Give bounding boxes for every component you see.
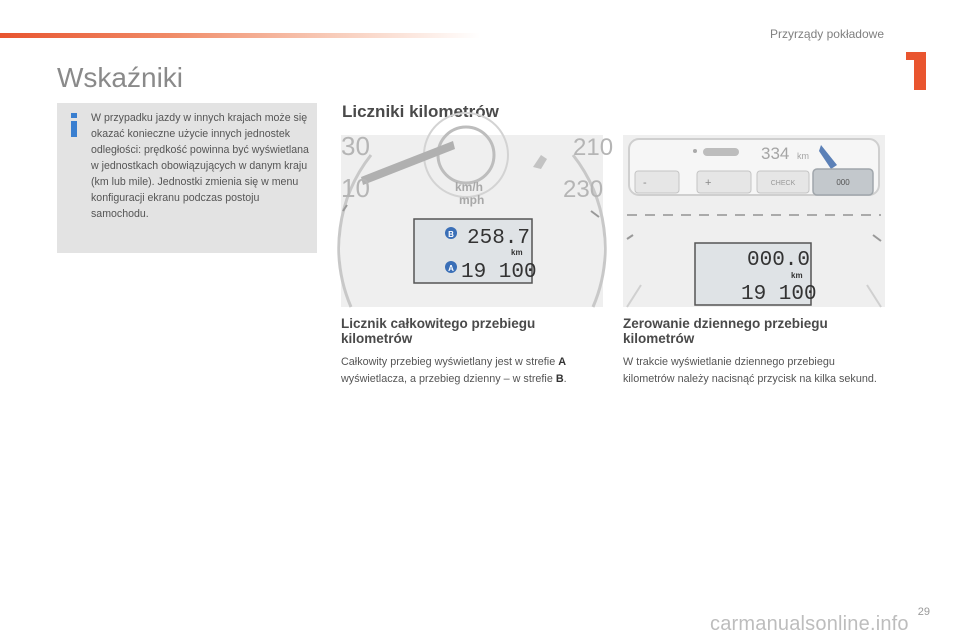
page-number: 29	[917, 606, 930, 618]
zone-a-label: A	[558, 356, 567, 368]
header-accent-bar	[0, 33, 480, 38]
check-button-label: CHECK	[770, 180, 796, 187]
chapter-number-1	[906, 52, 926, 90]
subsection-title: Liczniki kilometrów	[342, 102, 499, 121]
speed-mark-30: 30	[341, 131, 370, 161]
right-column-body: W trakcie wyświetlanie dziennego przebiegu kilometrów należy nacisnąć przycisk na kilka sekund.	[623, 356, 877, 385]
svg-text:-: -	[643, 177, 647, 189]
reset-trip-value: 000.0	[747, 249, 811, 272]
speed-mark-230: 230	[563, 176, 604, 203]
trip-reset-illustration	[623, 135, 885, 307]
page-title: Wskaźniki	[57, 62, 184, 93]
reset-total-value: 19 100	[741, 283, 817, 306]
left-column-heading: Licznik całkowitego przebiegu kilometrów	[341, 316, 536, 346]
zone-b-badge: B	[448, 230, 454, 239]
unit-mph: mph	[459, 193, 485, 207]
zone-b-label: B	[555, 373, 564, 385]
unit-kmh: km/h	[455, 180, 484, 194]
info-box	[57, 103, 317, 253]
odometer-illustration	[341, 131, 614, 307]
trip-odometer-value: 258.7	[467, 227, 531, 250]
section-title: Przyrządy pokładowe	[769, 27, 884, 41]
right-column-heading: Zerowanie dziennego przebiegu kilometrów	[623, 316, 828, 346]
zone-a-badge: A	[448, 264, 454, 273]
speed-mark-210: 210	[573, 134, 614, 161]
info-text: W przypadku jazdy w innych krajach może się okazać konieczne użycie innych jednostek odległości: prędkość powinna być wyświetlana w jednostkach obowiązujących w danym kraju (km lub mile). Jednostki zmienia się w menu konfiguracji ekranu podczas postoju samochodu.	[91, 112, 309, 220]
svg-text:+: +	[705, 177, 712, 189]
speed-mark-10: 10	[341, 173, 370, 203]
info-icon	[68, 113, 80, 137]
unit-km-right: km	[791, 271, 803, 280]
reset-button-label: 000	[836, 178, 850, 187]
top-odometer-reading: 334	[761, 144, 790, 163]
watermark: carmanualsonline.info	[710, 613, 909, 635]
unit-km-left: km	[511, 248, 523, 257]
total-odometer-value: 19 100	[461, 261, 537, 284]
top-unit-km: km	[797, 151, 809, 161]
left-column-body: Całkowity przebieg wyświetlany jest w strefie A wyświetlacza, a przebieg dzienny – w strefie B.	[341, 356, 567, 385]
